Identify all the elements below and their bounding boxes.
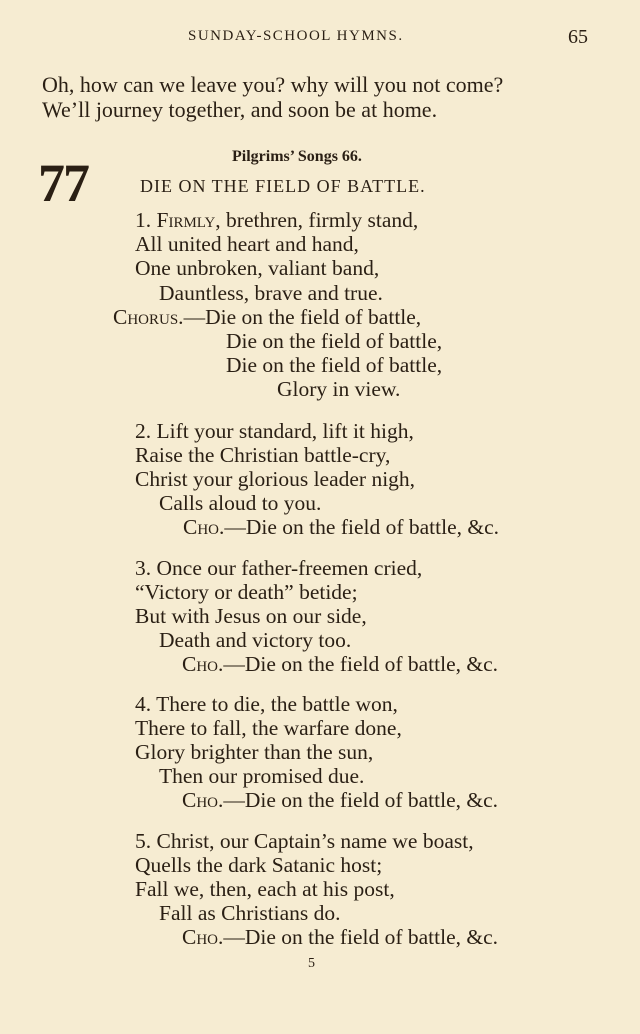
chorus-line (113, 305, 421, 330)
verse-line (135, 208, 418, 233)
verse-line: Calls aloud to you. (159, 491, 322, 515)
cho-line (182, 652, 498, 677)
chorus-line: Die on the field of battle, (226, 353, 443, 377)
verse-line: Then our promised due. (159, 764, 365, 788)
cho-line (183, 515, 499, 540)
chorus-first: —Die on the field of battle, (183, 305, 422, 329)
cho-label: Cho. (183, 515, 225, 539)
verse-line: But with Jesus on our side, (135, 604, 367, 628)
verse-line: Raise the Christian battle-cry, (135, 443, 391, 467)
chorus-label: Chorus. (113, 305, 184, 329)
verse-first-rest: , brethren, firmly stand, (215, 208, 419, 232)
verse-line: Death and victory too. (159, 628, 352, 652)
cho-rest: —Die on the field of battle, &c. (223, 788, 499, 812)
page-number: 65 (568, 26, 588, 48)
cho-label: Cho. (182, 788, 224, 812)
cho-rest: —Die on the field of battle, &c. (223, 925, 499, 949)
verse-line: There to fall, the warfare done, (135, 716, 402, 740)
verse-line: Fall as Christians do. (159, 901, 341, 925)
verse-line: Dauntless, brave and true. (159, 281, 383, 305)
verse-line: 3. Once our father-freemen cried, (135, 556, 423, 580)
cho-label: Cho. (182, 652, 224, 676)
verse-line: “Victory or death” betide; (135, 580, 358, 604)
signature-mark: 5 (308, 956, 315, 971)
verse-line: Fall we, then, each at his post, (135, 877, 395, 901)
verse-line: 2. Lift your standard, lift it high, (135, 419, 414, 443)
previous-hymn-line: We’ll journey together, and soon be at home. (42, 97, 438, 122)
cho-line (182, 788, 498, 813)
verse-line: Christ your glorious leader nigh, (135, 467, 416, 491)
verse-number: 1. (135, 208, 152, 232)
hymn-tune: Pilgrims’ Songs 66. (232, 148, 362, 165)
verse-line: All united heart and hand, (135, 232, 359, 256)
cho-line (182, 925, 498, 950)
cho-rest: —Die on the field of battle, &c. (224, 515, 500, 539)
previous-hymn-line: Oh, how can we leave you? why will you not come? (42, 72, 504, 97)
verse-line: Quells the dark Satanic host; (135, 853, 383, 877)
running-header: SUNDAY-SCHOOL HYMNS. (188, 28, 404, 44)
cho-rest: —Die on the field of battle, &c. (223, 652, 499, 676)
verse-line: 4. There to die, the battle won, (135, 692, 398, 716)
chorus-line: Glory in view. (277, 377, 401, 401)
verse-line: 5. Christ, our Captain’s name we boast, (135, 829, 474, 853)
hymn-number: 77 (38, 153, 88, 213)
verse-first-word: Firmly (156, 208, 216, 232)
verse-line: Glory brighter than the sun, (135, 740, 374, 764)
hymn-title: DIE ON THE FIELD OF BATTLE. (140, 176, 426, 196)
verse-line: One unbroken, valiant band, (135, 256, 380, 280)
chorus-line: Die on the field of battle, (226, 329, 443, 353)
cho-label: Cho. (182, 925, 224, 949)
